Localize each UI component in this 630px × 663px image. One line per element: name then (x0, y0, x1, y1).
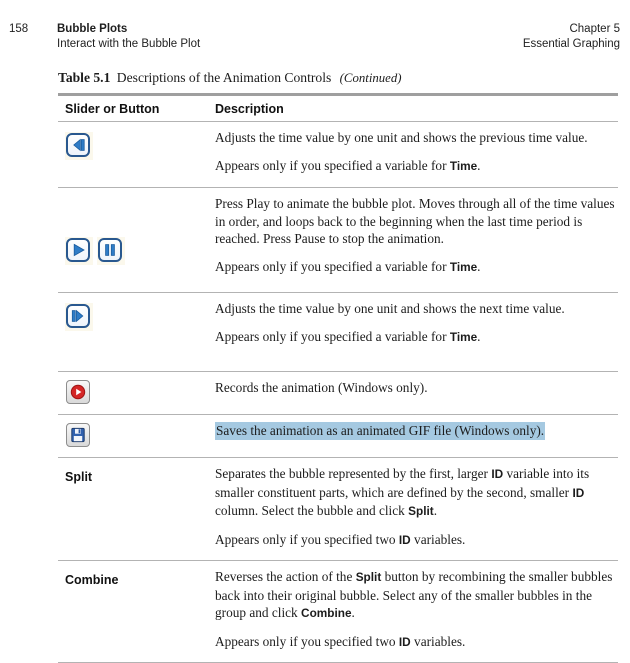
description-paragraph: Reverses the action of the Split button by recombining the smaller bubbles back into their original bubble. Select any of the smaller bubbles in the group and click Combine. (215, 569, 613, 620)
description-paragraph: Appears only if you specified a variable for Time. (215, 329, 481, 344)
description-paragraph: Adjusts the time value by one unit and shows the next time value. (215, 301, 565, 316)
column-header-slider-or-button: Slider or Button (65, 102, 160, 116)
table-caption-text: Descriptions of the Animation Controls (116, 70, 332, 85)
step-forward-button (65, 303, 93, 331)
combine-button-label: Combine (65, 573, 119, 587)
step-back-icon (69, 136, 87, 154)
description-paragraph: Appears only if you specified a variable for Time. (215, 158, 481, 173)
header-left (57, 22, 200, 51)
page-number: 158 (9, 23, 29, 35)
header-section-title: Bubble Plots (57, 23, 128, 35)
table-caption (58, 70, 402, 86)
description-paragraph: Press Play to animate the bubble plot. Moves through all of the time values in order, and loops back to the beginning when the last time period is reached. Press Pause to stop the animation. (215, 196, 615, 246)
header-book-title: Essential Graphing (522, 37, 620, 50)
step-forward-icon (69, 307, 87, 325)
pause-icon (101, 241, 119, 259)
play-icon (69, 241, 87, 259)
record-icon (69, 383, 87, 401)
table-caption-label: Table 5.1 (58, 70, 111, 85)
pause-button (97, 237, 125, 265)
description-paragraph: Separates the bubble represented by the first, larger ID variable into its smaller constituent parts, which are defined by the second, smaller ID column. Select the bubble and click Split. (215, 466, 590, 518)
description-paragraph: Adjusts the time value by one unit and shows the previous time value. (215, 130, 588, 145)
header-chapter: Chapter 5 (569, 23, 620, 35)
save-icon (69, 426, 87, 444)
table-row (58, 415, 618, 458)
step-back-button (65, 132, 93, 160)
play-button (65, 237, 93, 265)
table-row (58, 561, 618, 663)
column-header-description: Description (215, 102, 284, 116)
table-header-row (58, 96, 618, 122)
description-paragraph: Appears only if you specified a variable for Time. (215, 259, 481, 274)
description-paragraph: Appears only if you specified two ID variables. (215, 634, 466, 649)
animation-controls-table (58, 93, 618, 663)
description-paragraph: Appears only if you specified two ID variables. (215, 532, 466, 547)
table-row (58, 372, 618, 415)
table-row (58, 122, 618, 188)
table-row (58, 188, 618, 293)
header-section-subtitle: Interact with the Bubble Plot (57, 37, 201, 50)
save-button (65, 422, 93, 450)
table-caption-continued: (Continued) (339, 71, 402, 85)
description-paragraph-highlighted: Saves the animation as an animated GIF file (Windows only). (216, 423, 545, 438)
header-right (523, 22, 620, 51)
table-row (58, 458, 618, 561)
record-button (65, 379, 93, 407)
table-row (58, 293, 618, 372)
description-paragraph: Records the animation (Windows only). (215, 380, 428, 395)
split-button-label: Split (65, 470, 93, 484)
